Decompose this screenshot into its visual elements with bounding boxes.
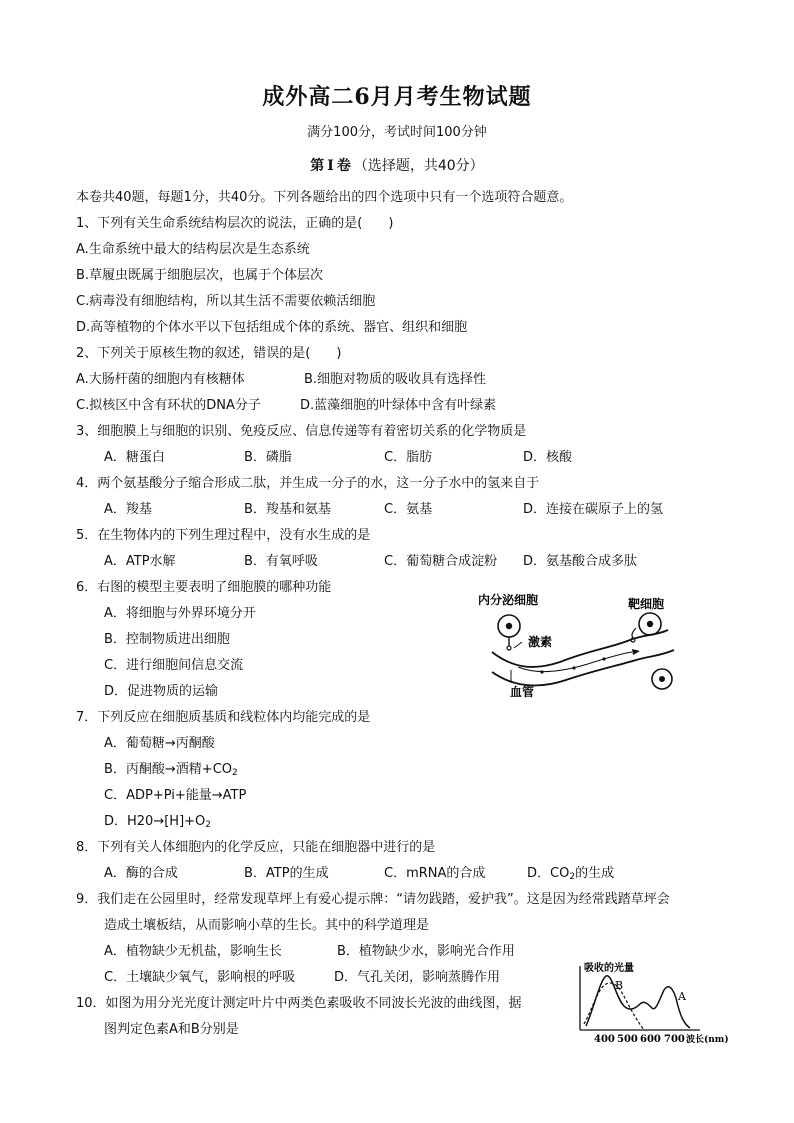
exam-title: 成外高二6月月考生物试题 [262,84,532,110]
q7-option-d-sub: 2 [205,820,211,830]
q1-option-d: D.高等植物的个体水平以下包括组成个体的系统、器官、组织和细胞 [76,320,468,335]
q8-option-a: A．酶的合成 [104,866,178,881]
q9-option-d: D．气孔关闭，影响蒸腾作用 [334,970,501,985]
q1-option-a: A.生命系统中最大的结构层次是生态系统 [76,242,310,257]
q2-option-a: A.大肠杆菌的细胞内有核糖体 [76,372,245,387]
q2-stem: 2、下列关于原核生物的叙述，错误的是( ) [76,346,342,361]
q8-option-c: C．mRNA的合成 [384,866,486,881]
q9-stem-line2: 造成土壤板结，从而影响小草的生长。其中的科学道理是 [104,918,430,933]
q7-option-d-text: D．H20→[H]+O [104,814,206,829]
tick-600: 600 [640,1034,661,1045]
q3-option-a: A．糖蛋白 [104,450,165,465]
q4-option-b: B．羧基和氨基 [244,502,331,517]
q3-option-d: D．核酸 [523,450,573,465]
q1-option-c: C.病毒没有细胞结构，所以其生活不需要依赖活细胞 [76,294,376,309]
q3-option-c: C．脂肪 [384,450,433,465]
q1-option-b: B.草履虫既属于细胞层次，也属于个体层次 [76,268,324,283]
section-heading [0,155,794,175]
q4-option-a: A．羧基 [104,502,152,517]
spectrum-ylabel: 吸收的光量 [584,963,634,974]
q1-stem: 1、下列有关生命系统结构层次的说法，正确的是( ) [76,216,394,231]
q7-option-b-text: B．丙酮酸→酒精+CO [104,762,233,777]
hormone-pointer [514,642,522,648]
q2-option-c: C.拟核区中含有环状的DNA分子 [76,398,261,413]
curve-b-label: B [615,979,624,992]
q7-option-d [104,813,211,831]
q6-option-d: D．促进物质的运输 [104,684,219,699]
spectrum-xlabel: 波长(nm) [686,1035,729,1045]
cell-signaling-figure [470,590,690,705]
q6-stem: 6．右图的模型主要表明了细胞膜的哪种功能 [76,580,332,595]
q9-option-a: A．植物缺少无机盐，影响生长 [104,944,282,959]
q6-option-c: C．进行细胞间信息交流 [104,658,244,673]
q9-stem-line1: 9．我们走在公园里时，经常发现草坪上有爱心提示牌：“请勿践踏，爱护我”。这是因为经常践踏草坪会 [76,892,670,907]
q8-option-d-sub: 2 [569,872,576,882]
hormone-molecule [507,646,511,650]
q7-option-b-sub: 2 [232,768,238,778]
q5-option-c: C．葡萄糖合成淀粉 [384,554,498,569]
q7-stem: 7．下列反应在细胞质基质和线粒体内均能完成的是 [76,710,371,725]
q7-option-a: A．葡萄糖→丙酮酸 [104,736,215,751]
q8-stem: 8．下列有关人体细胞内的化学反应，只能在细胞器中进行的是 [76,840,436,855]
q8-option-d [527,865,614,883]
q5-option-a: A．ATP水解 [104,554,176,569]
hormone-dot [602,657,605,660]
q7-option-c: C．ADP+Pi+能量→ATP [104,788,247,803]
q2-option-d: D.蓝藻细胞的叶绿体中含有叶绿素 [300,398,497,413]
tick-400: 400 [594,1034,615,1045]
q6-option-b: B．控制物质进出细胞 [104,632,230,647]
q3-stem: 3、细胞膜上与细胞的识别、免疫反应、信息传递等有着密切关系的化学物质是 [76,424,527,439]
q3-option-b: B．磷脂 [244,450,292,465]
tick-500: 500 [617,1034,638,1045]
q10-stem-line1: 10．如图为用分光光度计测定叶片中两类色素吸收不同波长光波的曲线图，据 [76,996,522,1011]
section-main: 第Ⅰ卷 [310,158,354,174]
vessel-wall-top [492,630,668,667]
q4-option-c: C．氨基 [384,502,433,517]
section-note: （选择题，共40分） [353,158,484,174]
q5-option-b: B．有氧呼吸 [244,554,318,569]
curve-a-label: A [678,990,686,1003]
secretory-cell-nucleus [506,623,512,629]
label-target-cell: 靶细胞 [628,597,665,611]
q5-option-d: D．氨基酸合成多肽 [523,554,638,569]
target-cell-nucleus [647,621,653,627]
curve-a [586,976,690,1028]
hormone-dot [572,666,575,669]
exam-subtitle: 满分100分，考试时间100分钟 [307,125,487,140]
absorption-spectrum-figure [572,958,734,1050]
q8-option-d-pre: D．CO [527,866,570,881]
other-cell-nucleus [659,676,665,682]
q4-stem: 4．两个氨基酸分子缩合形成二肽，并生成一分子的水，这一分子水中的氢来自于 [76,476,540,491]
q7-option-b [104,761,238,779]
instruction: 本卷共40题，每题1分，共40分。下列各题给出的四个选项中只有一个选项符合题意。 [76,190,573,205]
label-vessel: 血管 [510,685,535,699]
q10-stem-line2: 图判定色素A和B分别是 [104,1022,239,1037]
label-hormone: 激素 [528,635,553,649]
q2-option-b: B.细胞对物质的吸收具有选择性 [304,372,487,387]
q9-option-c: C．土壤缺少氧气，影响根的呼吸 [104,970,296,985]
q9-option-b: B．植物缺少水，影响光合作用 [337,944,515,959]
hormone-dot [540,670,543,673]
label-secretory-cell: 内分泌细胞 [478,593,539,607]
q4-option-d: D．连接在碳原子上的氢 [523,502,664,517]
q6-option-a: A．将细胞与外界环境分开 [104,606,256,621]
receptor [632,628,636,638]
flow-arrowhead [632,649,640,655]
q8-option-d-post: 的生成 [575,866,615,881]
tick-700: 700 [664,1034,685,1045]
q5-stem: 5．在生物体内的下列生理过程中，没有水生成的是 [76,528,371,543]
q8-option-b: B．ATP的生成 [244,866,329,881]
